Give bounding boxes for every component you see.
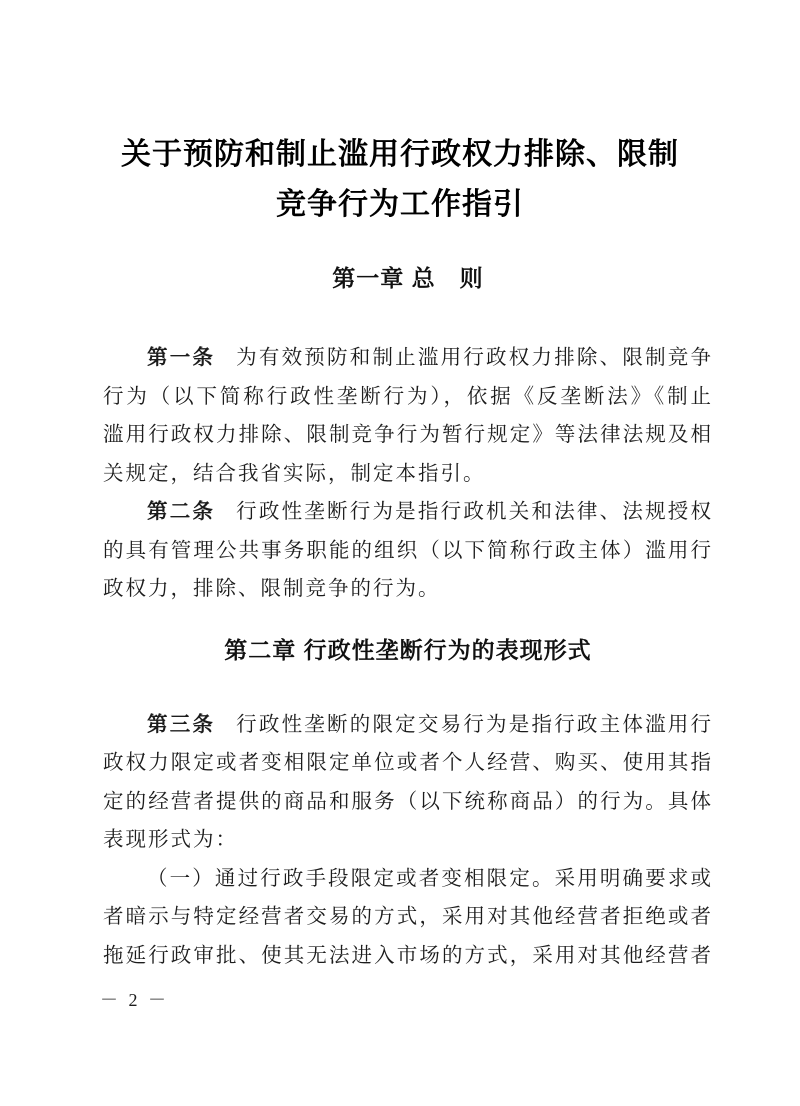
paragraph bbox=[103, 493, 713, 609]
text-run: 表现形式为： bbox=[103, 829, 238, 851]
paragraph-line bbox=[103, 339, 713, 378]
paragraph-line bbox=[103, 706, 713, 745]
chapter-heading: 第一章 总 则 bbox=[332, 265, 484, 291]
text-run: 关规定，结合我省实际，制定本指引。 bbox=[103, 462, 486, 485]
paragraph bbox=[103, 339, 713, 493]
text-run: 为有效预防和制止滥用行政权力排除、限制竞争 bbox=[236, 347, 714, 369]
paragraph-line bbox=[103, 783, 713, 822]
text-run: （一）通过行政手段限定或者变相限定。采用明确要求或 bbox=[147, 867, 713, 890]
text-run: 行政性垄断的限定交易行为是指行政主体滥用行 bbox=[236, 713, 714, 736]
article-number: 第二条 bbox=[147, 501, 216, 523]
text-run: 拖延行政审批、使其无法进入市场的方式，采用对其他经营者 bbox=[103, 944, 713, 967]
chapter-heading: 第二章 行政性垄断行为的表现形式 bbox=[224, 636, 592, 663]
text-run: 政权力限定或者变相限定单位或者个人经营、购买、使用其指 bbox=[103, 752, 713, 774]
text-run: 者暗示与特定经营者交易的方式，采用对其他经营者拒绝或者 bbox=[103, 906, 713, 928]
text-run: 定的经营者提供的商品和服务（以下统称商品）的行为。具体 bbox=[103, 790, 713, 813]
paragraph-line bbox=[103, 416, 713, 455]
text-run: 行政性垄断行为是指行政机关和法律、法规授权 bbox=[236, 501, 714, 523]
paragraph-line bbox=[103, 455, 713, 494]
paragraph-line bbox=[103, 937, 713, 976]
document-body bbox=[103, 265, 713, 975]
text-run: 的具有管理公共事务职能的组织（以下简称行政主体）滥用行 bbox=[103, 539, 713, 562]
paragraph-line bbox=[103, 860, 713, 899]
paragraph bbox=[103, 860, 713, 976]
text-run: 政权力，排除、限制竞争的行为。 bbox=[103, 578, 441, 600]
paragraph-line bbox=[103, 821, 713, 860]
article-number: 第一条 bbox=[147, 347, 216, 369]
paragraph bbox=[103, 706, 713, 860]
paragraph-line bbox=[103, 744, 713, 783]
text-run: 行为（以下简称行政性垄断行为），依据《反垄断法》《制止 bbox=[103, 385, 713, 408]
document-title-line-2: 竞争行为工作指引 bbox=[276, 188, 524, 221]
paragraph-line bbox=[103, 570, 713, 609]
paragraph-line bbox=[103, 532, 713, 571]
paragraph-line bbox=[103, 898, 713, 937]
page-number: － 2 － bbox=[100, 990, 169, 1010]
document-title-line-1: 关于预防和制止滥用行政权力排除、限制 bbox=[121, 138, 679, 171]
document-title bbox=[0, 0, 800, 230]
text-run: 滥用行政权力排除、限制竞争行为暂行规定》等法律法规及相 bbox=[103, 424, 713, 446]
article-number: 第三条 bbox=[147, 713, 216, 736]
paragraph-line bbox=[103, 378, 713, 417]
paragraph-line bbox=[103, 493, 713, 532]
